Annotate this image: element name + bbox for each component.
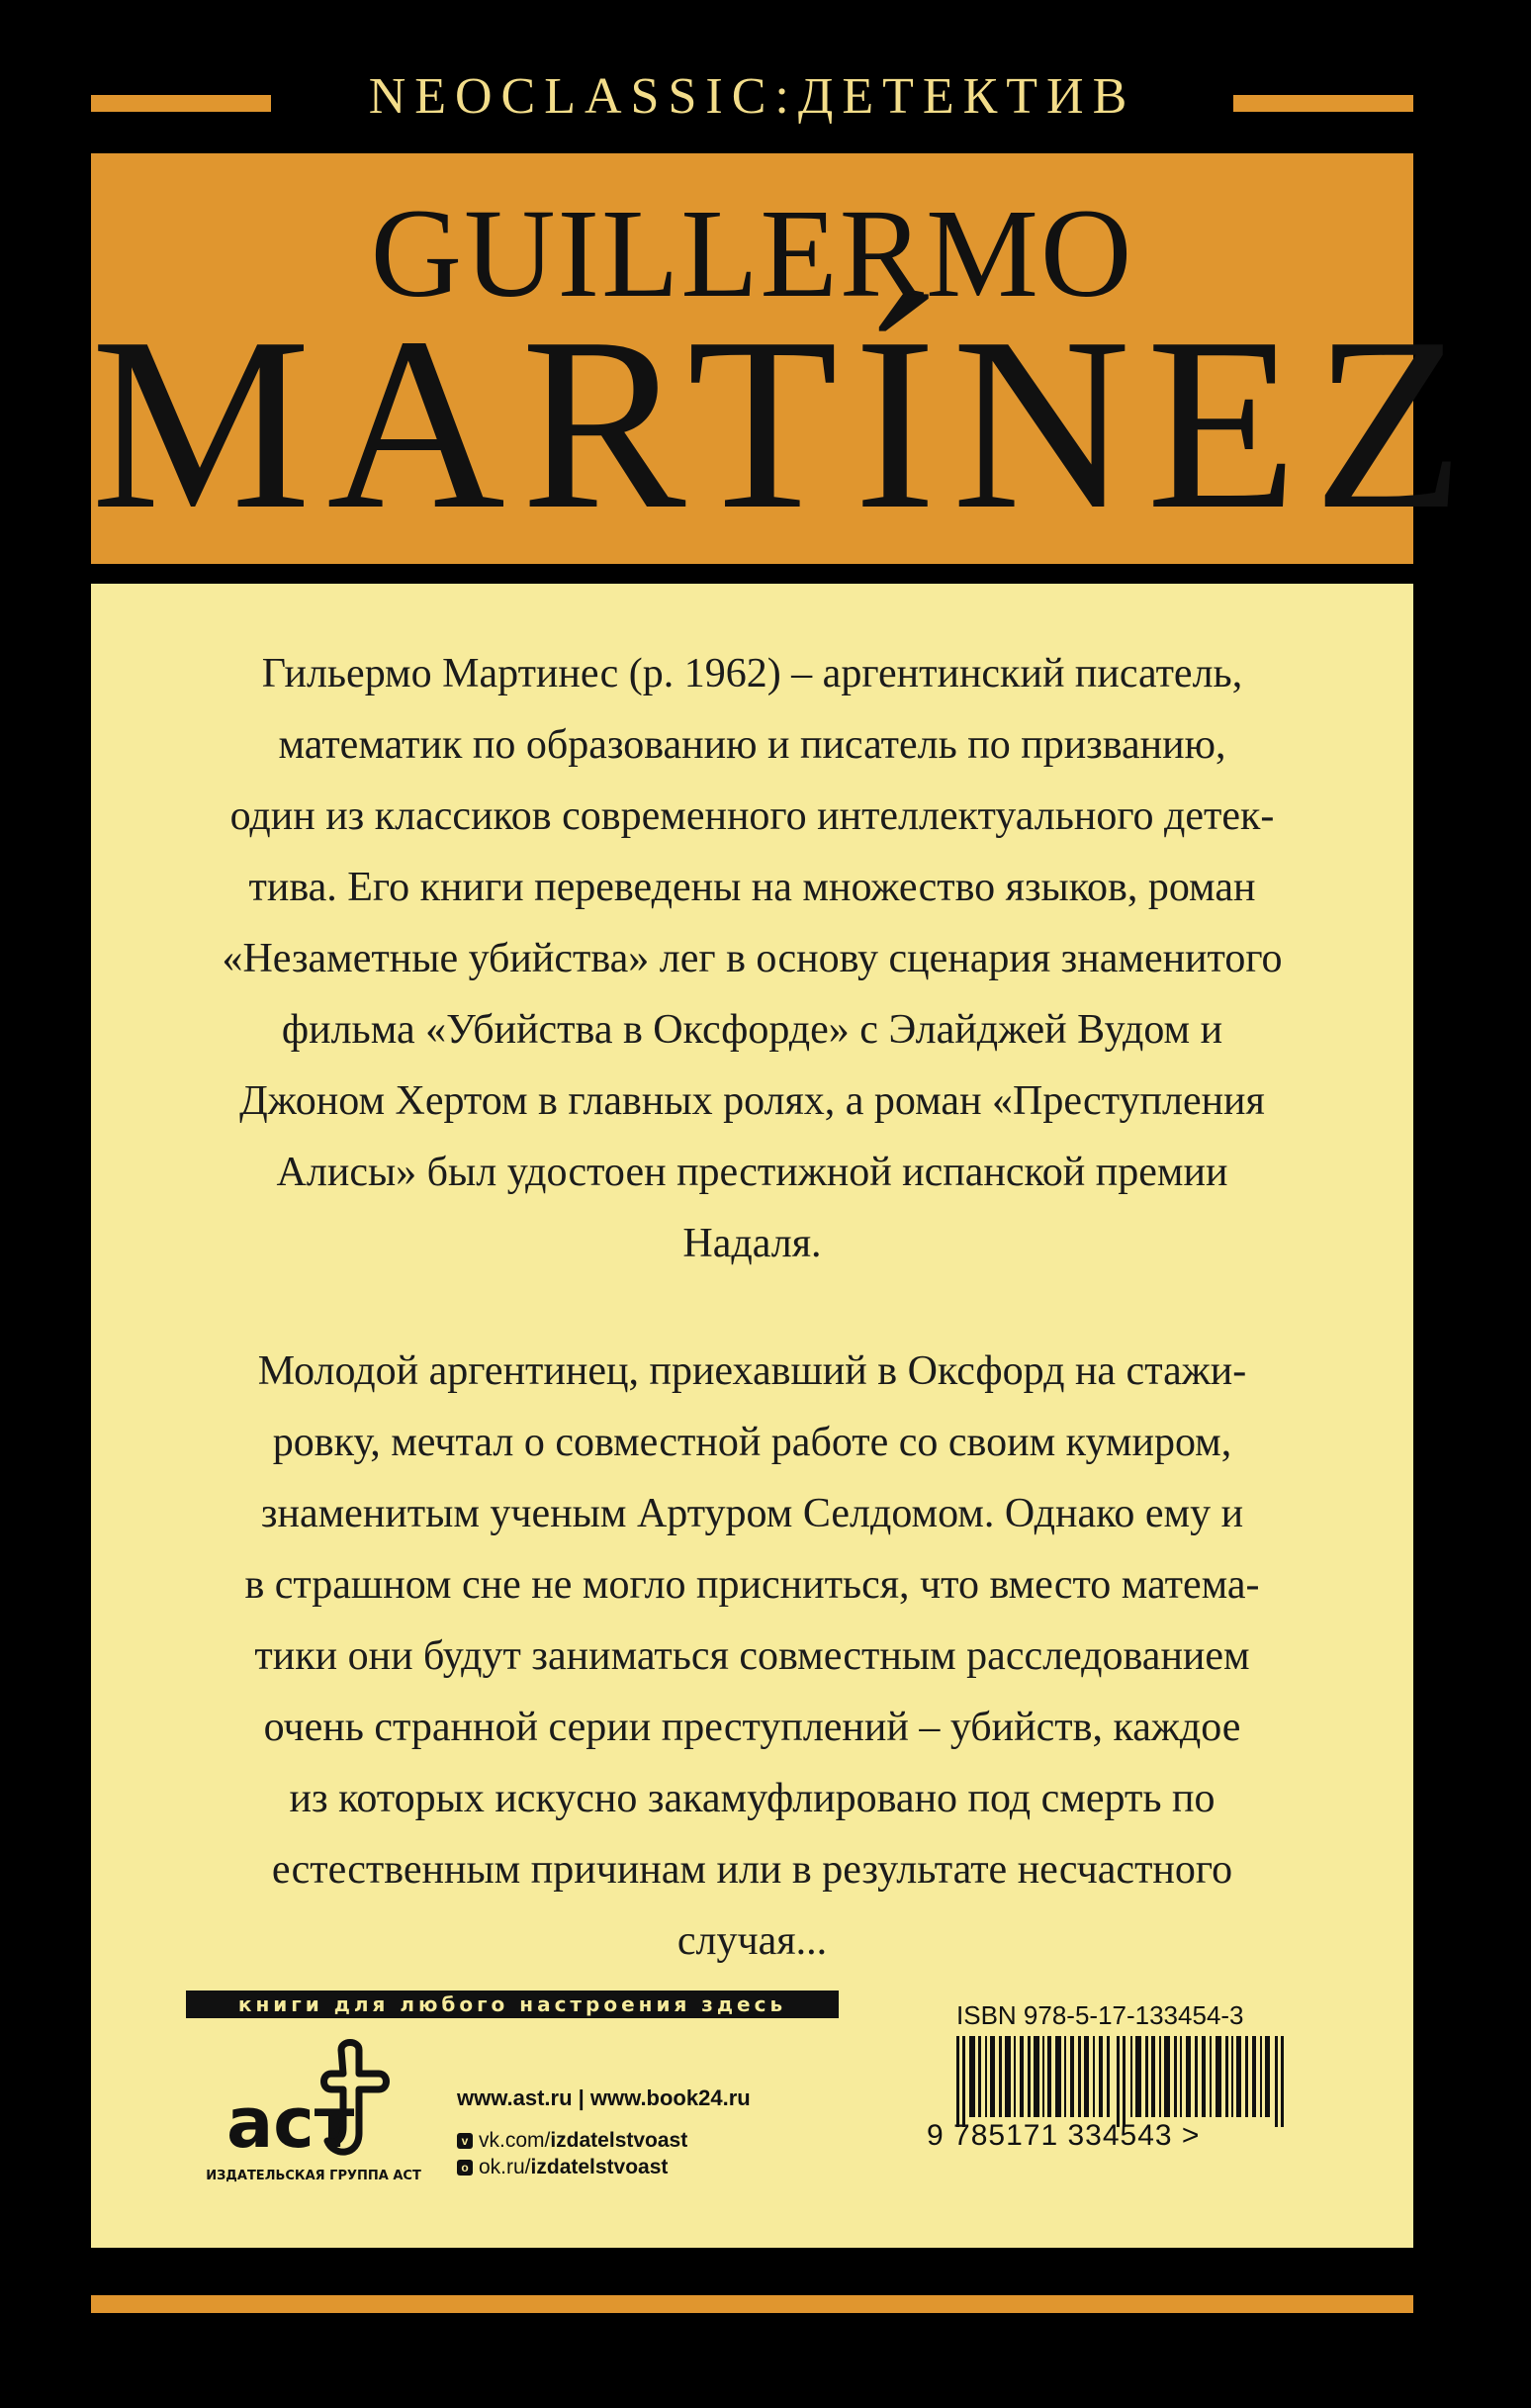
text-line: естественным причинам или в результате несчастного — [271, 1847, 1233, 1893]
text-line: Молодой аргентинец, приехавший в Оксфорд на стажи- — [257, 1348, 1247, 1394]
vk-link[interactable] — [457, 2127, 751, 2154]
author-bio-paragraph — [150, 638, 1354, 1279]
ok-handle: izdatelstvoast — [530, 2156, 669, 2178]
text-line: очень странной серии преступлений – убийств, каждое — [263, 1705, 1241, 1750]
logo-text: аст — [226, 2083, 355, 2164]
text-line: тики они будут заниматься совместным расследованием — [254, 1633, 1250, 1679]
publisher-links — [457, 2085, 751, 2180]
plot-summary-paragraph — [150, 1336, 1354, 1977]
text-line: ровку, мечтал о совместной работе со своим кумиром, — [272, 1420, 1232, 1465]
text-line: знаменитым ученым Артуром Селдомом. Однако ему и — [260, 1491, 1244, 1536]
author-band — [91, 153, 1481, 564]
vk-icon: v — [457, 2133, 473, 2149]
vk-handle: izdatelstvoast — [550, 2129, 688, 2152]
text-line: фильма «Убийства в Оксфорде» с Элайджей Вудом и — [281, 1007, 1223, 1053]
text-line: Джоном Хертом в главных ролях, а роман «Преступления — [239, 1078, 1265, 1124]
vk-prefix: vk.com/ — [479, 2129, 551, 2152]
series-bar-right — [1233, 95, 1413, 112]
barcode-digits: 9 785171 334543 > — [927, 2119, 1201, 2152]
publisher-caption: ИЗДАТЕЛЬСКАЯ ГРУППА АСТ — [206, 2169, 421, 2183]
publisher-logo — [205, 2038, 421, 2186]
text-line: один из классиков современного интеллектуального детек- — [229, 793, 1275, 839]
text-line: Гильермо Мартинес (р. 1962) – аргентинский писатель, — [261, 651, 1243, 696]
text-line: тива. Его книги переведены на множество языков, роман — [248, 865, 1256, 910]
series-bar-left — [91, 95, 271, 112]
bottom-accent-bar — [91, 2295, 1413, 2313]
series-row — [91, 59, 1413, 144]
odnoklassniki-icon: o — [457, 2160, 473, 2176]
ast-logo-icon — [225, 2038, 393, 2165]
author-first-name: GUILLERMO — [370, 183, 1134, 324]
tagline-bar: книги для любого настроения здесь — [186, 1991, 839, 2018]
text-line: Алисы» был удостоен престижной испанской премии — [276, 1150, 1228, 1195]
annotation-panel — [91, 584, 1413, 2248]
text-line: случая... — [676, 1918, 828, 1964]
ok-prefix: ok.ru/ — [479, 2156, 531, 2178]
ok-link[interactable] — [457, 2154, 751, 2180]
barcode-icon — [956, 2036, 1293, 2127]
text-line: в страшном сне не могло присниться, что вместо матема- — [244, 1562, 1260, 1608]
text-line: Надаля. — [682, 1221, 822, 1266]
series-title: NEOCLASSIC:ДЕТЕКТИВ — [368, 68, 1136, 125]
isbn-label: ISBN 978-5-17-133454-3 — [956, 2000, 1244, 2030]
publisher-websites[interactable]: www.ast.ru | www.book24.ru — [457, 2085, 751, 2110]
text-line: из которых искусно закамуфлировано под смерть по — [289, 1776, 1216, 1821]
text-line: «Незаметные убийства» лег в основу сценария знаменитого — [222, 936, 1283, 981]
author-last-name: MARTÍNEZ — [91, 287, 1481, 561]
barcode-block — [927, 2000, 1362, 2159]
text-line: математик по образованию и писатель по призванию, — [278, 722, 1226, 768]
